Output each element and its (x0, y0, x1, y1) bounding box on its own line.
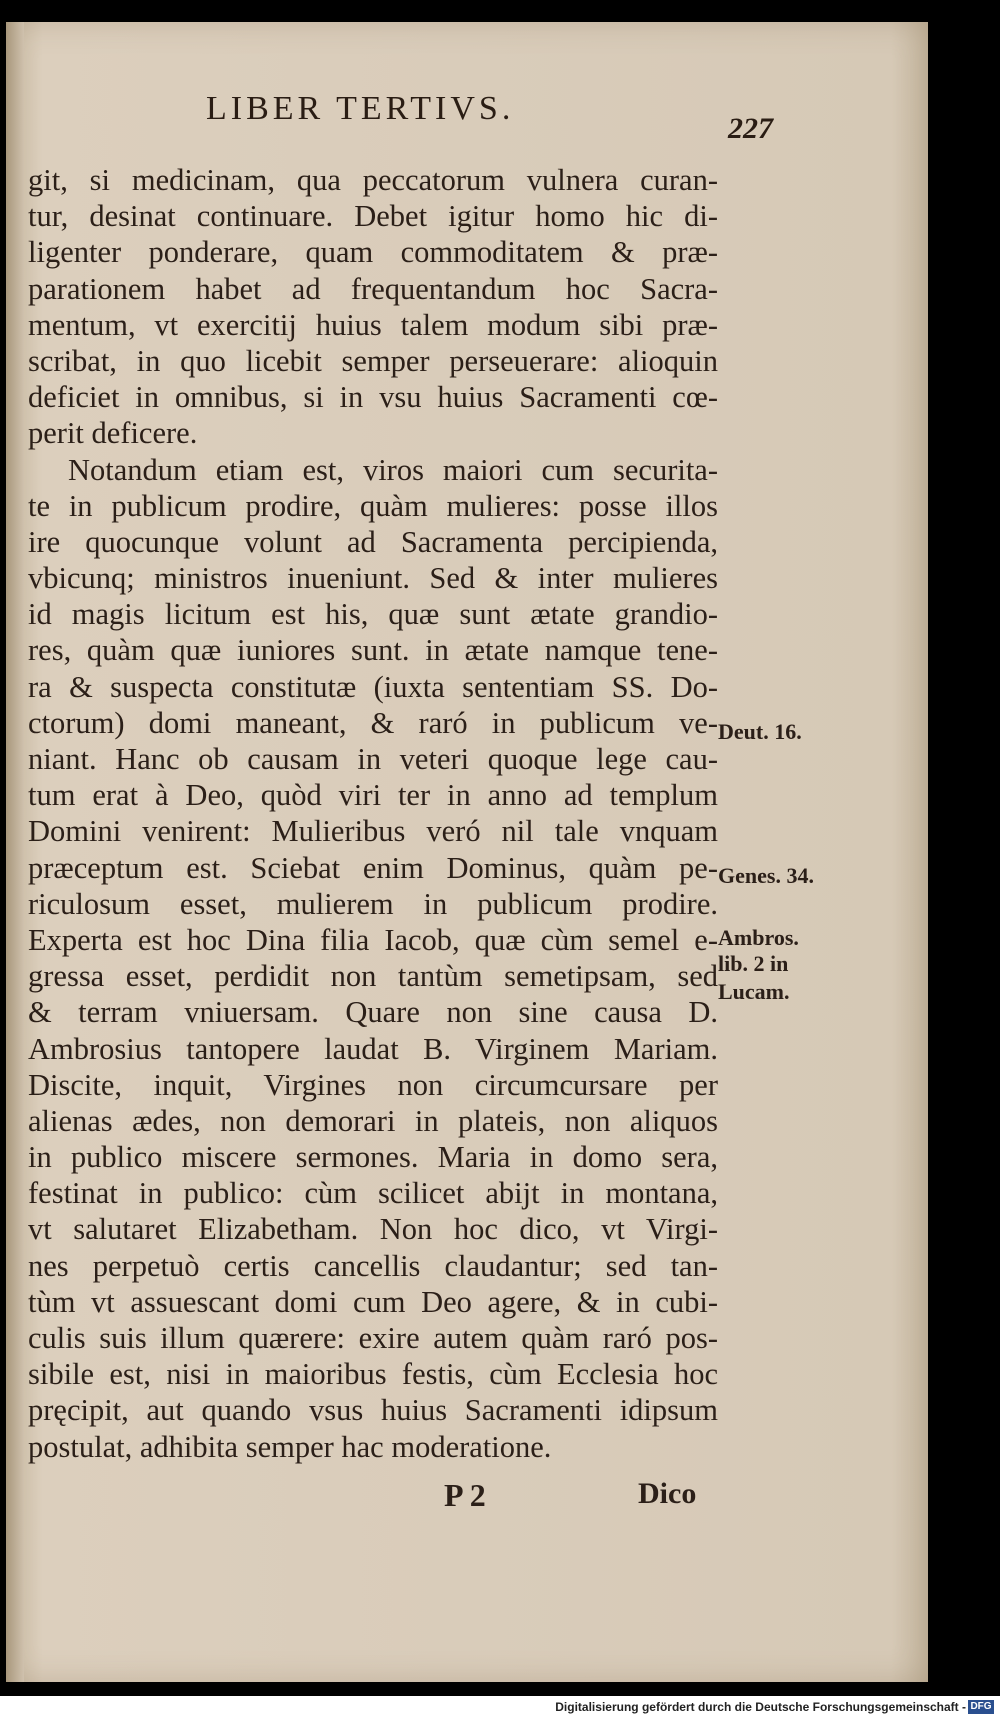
text-line: in publico miscere sermones. Maria in domo sera, (28, 1140, 718, 1175)
text-line: nes perpetuò certis cancellis claudantur; sed tan- (28, 1248, 718, 1283)
text-line: niant. Hanc ob causam in veteri quoque lege cau- (28, 742, 718, 776)
margin-note-deut: Deut. 16. (718, 719, 802, 744)
text-line: festinat in publico: cùm scilicet abijt in montana, (28, 1176, 718, 1211)
margin-note-lucam: Lucam. (718, 979, 790, 1004)
dfg-logo: DFG (968, 1700, 994, 1714)
margin-note-ambros: Ambros. (718, 925, 799, 950)
signature-mark: P 2 (444, 1477, 486, 1513)
text-line: culis suis illum quærere: exire autem quàm raró pos- (28, 1321, 718, 1355)
text-line: Experta est hoc Dina filia Iacob, quæ cùm semel e- (28, 922, 718, 957)
text-line: ra & suspecta constitutæ (iuxta sententiam SS. Do- (28, 669, 718, 704)
catchword: Dico (638, 1477, 697, 1510)
text-line: perit deficere. (28, 416, 198, 451)
text-line: vbicunq; ministros inueniunt. Sed & inter mulieres (28, 561, 718, 596)
text-line: riculosum esset, mulierem in publicum prodire. (28, 886, 718, 921)
text-line: vt salutaret Elizabetham. Non hoc dico, vt Virgi- (28, 1212, 718, 1247)
text-line: sibile est, nisi in maioribus festis, cùm Ecclesia hoc (28, 1357, 718, 1392)
text-line: Discite, inquit, Virgines non circumcursare per (28, 1067, 718, 1102)
text-line: & terram vniuersam. Quare non sine causa D. (28, 995, 718, 1030)
text-line: tùm vt assuescant domi cum Deo agere, & in cubi- (28, 1284, 718, 1319)
text-line: tum erat à Deo, quòd viri ter in anno ad templum (28, 778, 718, 813)
text-line: parationem habet ad frequentandum hoc Sacra- (28, 271, 718, 306)
text-line: mentum, vt exercitij huius talem modum sibi præ- (28, 307, 718, 342)
text-line: pręcipit, aut quando vsus huius Sacramenti idipsum (28, 1393, 718, 1428)
text-line: te in publicum prodire, quàm mulieres: posse illos (28, 488, 718, 523)
text-line: id magis licitum est his, quæ sunt ætate grandio- (28, 597, 718, 632)
text-line: ire quocunque volunt ad Sacramenta percipienda, (28, 524, 718, 559)
text-line: ligenter ponderare, quam commoditatem & præ- (28, 235, 718, 270)
text-line: alienas ædes, non demorari in plateis, non aliquos (28, 1103, 718, 1138)
text-line: ctorum) domi maneant, & raró in publicum ve- (28, 705, 718, 740)
text-line: postulat, adhibita semper hac moderatione. (28, 1429, 552, 1464)
text-line: Ambrosius tantopere laudat B. Virginem Mariam. (28, 1031, 718, 1066)
text-line: git, si medicinam, qua peccatorum vulnera curan- (28, 163, 718, 197)
text-line: res, quàm quæ iuniores sunt. in ætate namque tene- (28, 633, 718, 668)
digitization-credit: Digitalisierung gefördert durch die Deutsche Forschungsgemeinschaft - (555, 1700, 966, 1714)
running-title: LIBER TERTIVS. (206, 90, 515, 127)
body-text (28, 162, 718, 1465)
text-line: Domini venirent: Mulieribus veró nil tale vnquam (28, 814, 718, 849)
margin-note-genes: Genes. 34. (718, 863, 814, 888)
margin-note-ambros-lib: lib. 2 in (718, 951, 789, 976)
text-line: Notandum etiam est, viros maiori cum securita- (68, 452, 718, 487)
text-line: præceptum est. Sciebat enim Dominus, quàm pe- (28, 850, 718, 885)
text-line: gressa esset, perdidit non tantùm semetipsam, sed (28, 959, 718, 994)
text-line: scribat, in quo licebit semper perseuerare: alioquin (28, 343, 718, 378)
page-number: 227 (728, 112, 773, 145)
text-line: tur, desinat continuare. Debet igitur homo hic di- (28, 199, 718, 234)
text-line: deficiet in omnibus, si in vsu huius Sacramenti cœ- (28, 380, 718, 415)
book-page (6, 22, 928, 1682)
